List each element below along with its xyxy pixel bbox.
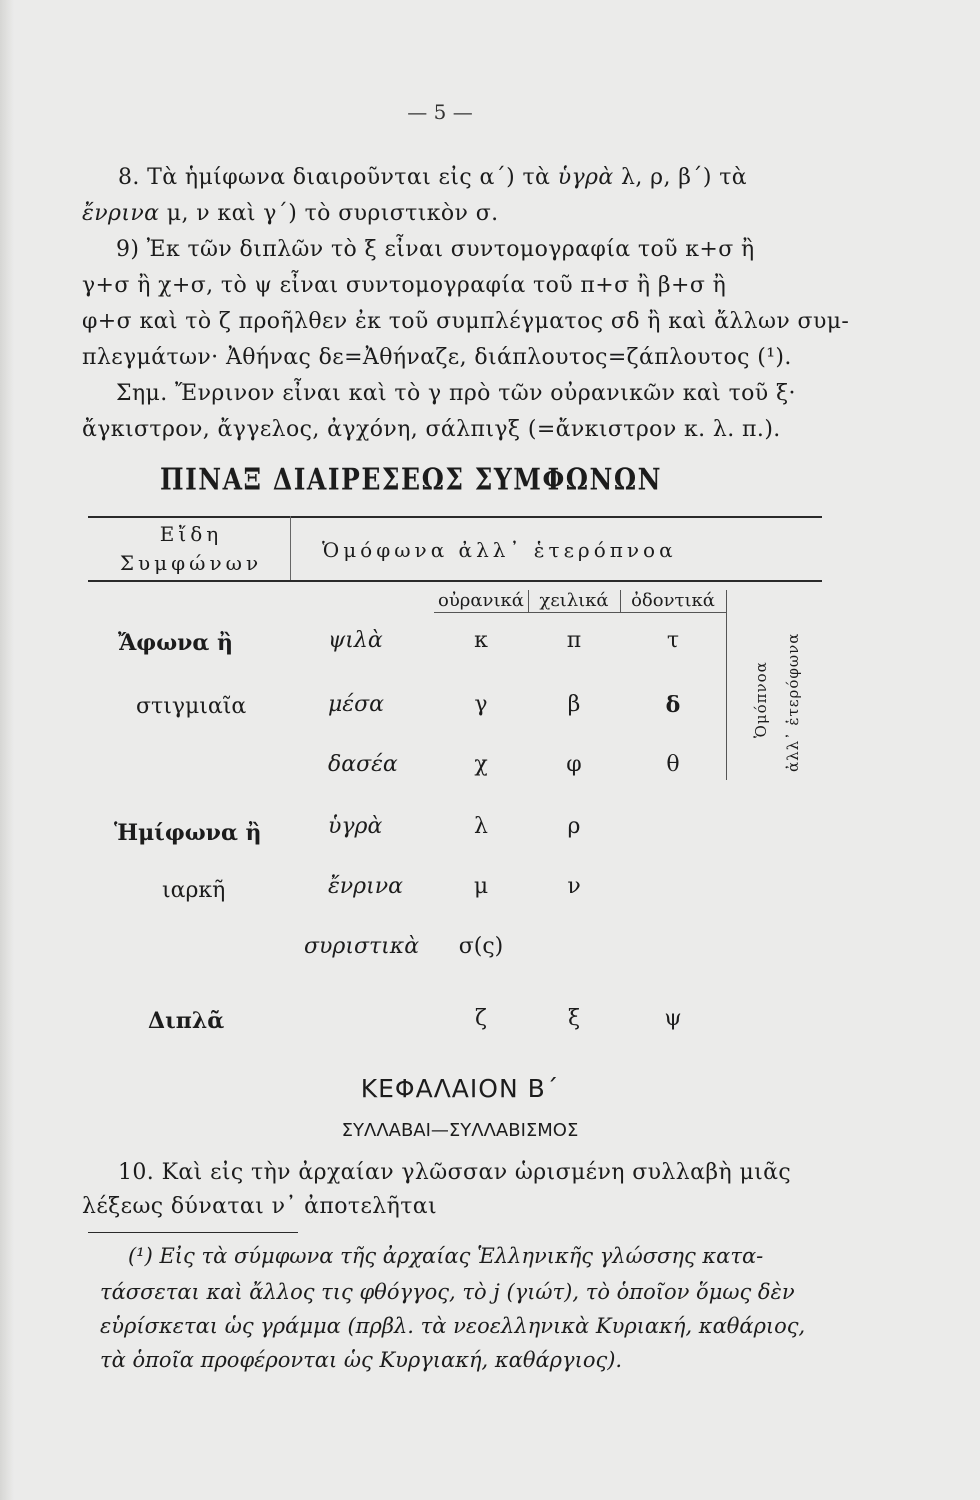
table-cell: τ <box>666 628 680 653</box>
paragraph-8-emphasis: ἔνρινα <box>82 201 160 226</box>
subheader-cheilika: χειλικά <box>539 590 609 611</box>
subheader-ouranika: οὐρανικά <box>438 590 524 611</box>
group-label-dipla: Διπλᾶ <box>148 1008 225 1034</box>
table-cell: φ <box>566 752 582 777</box>
vertical-label-line-2: ἀλλ᾽ ἑτερόφωνα <box>784 632 802 772</box>
paragraph-9-line-1: 9) Ἐκ τῶν διπλῶν τὸ ξ εἶναι συντομογραφία τοῦ κ+σ ἢ <box>116 237 755 262</box>
header-main: Ὁμόφωνα ἀλλ᾽ ἑτερόπνοα <box>322 538 677 562</box>
row-type-enrina: ἔνρινα <box>328 874 403 899</box>
paragraph-8-line-1 <box>118 165 747 190</box>
table-cell: κ <box>474 628 488 653</box>
table-cell: β <box>567 692 581 717</box>
table-cell: ζ <box>475 1006 487 1031</box>
chapter-subtitle: ΣΥΛΛΑΒΑΙ—ΣΥΛΛΑΒΙΣΜΟΣ <box>341 1120 579 1141</box>
footnote-line-3: εὑρίσκεται ὡς γράμμα (πρβλ. τὰ νεοελληνικὰ Κυριακή, καθάριος, <box>100 1314 806 1338</box>
footnote-line-1: (¹) Εἰς τὰ σύμφωνα τῆς ἀρχαίας Ἑλληνικῆς γλώσσης κατα- <box>128 1244 764 1268</box>
subheader-rule <box>434 612 726 613</box>
footnote-line-2: τάσσεται καὶ ἄλλος τις φθόγγος, τὸ j (γιώτ), τὸ ὁποῖον ὅμως δὲν <box>100 1280 795 1304</box>
table-header-rule <box>88 580 822 582</box>
paragraph-9-line-3: φ+σ καὶ τὸ ζ προῆλθεν ἐκ τοῦ συμπλέγματος σδ ἢ καὶ ἄλλων συμ- <box>82 309 850 334</box>
subheader-odontika: ὀδοντικά <box>631 590 715 611</box>
paragraph-9-line-4: πλεγμάτων· Ἀθήνας δε=Ἀθήναζε, διάπλουτος=ζάπλουτος (¹). <box>82 345 792 370</box>
paragraph-8-text: μ, ν καὶ γ΄) τὸ συριστικὸν σ. <box>166 201 499 226</box>
vertical-column-rule <box>726 590 727 780</box>
table-cell: π <box>566 628 582 653</box>
note-line-1: Σημ. Ἔνρινον εἶναι καὶ τὸ γ πρὸ τῶν οὐρανικῶν καὶ τοῦ ξ· <box>116 381 796 406</box>
table-cell: λ <box>474 814 488 839</box>
table-cell: θ <box>666 752 680 777</box>
paragraph-8-text: 8. Τὰ ἡμίφωνα διαιροῦνται εἰς α΄) τὰ <box>118 165 551 190</box>
group-label-diarki: ιαρκῆ <box>162 878 226 903</box>
header-divider <box>290 516 291 580</box>
table-cell: μ <box>473 874 489 899</box>
table-cell: ψ <box>664 1006 682 1031</box>
page-number: — 5 — <box>407 100 473 124</box>
table-title: ΠΙΝΑΞ ΔΙΑΙΡΕΣΕΩΣ ΣΥΜΦΩΝΩΝ <box>160 462 662 497</box>
group-label-imifona: Ἡμίφωνα ἢ <box>114 820 262 846</box>
paragraph-8-text: λ, ρ, β΄) τὰ <box>621 165 748 190</box>
row-type-dasea: δασέα <box>328 752 398 777</box>
row-type-syristika: συριστικὰ <box>304 934 420 959</box>
paragraph-10-line-1: 10. Καὶ εἰς τὴν ἀρχαίαν γλῶσσαν ὡρισμένη συλλαβὴ μιᾶς <box>118 1160 792 1185</box>
table-cell: σ(ς) <box>458 934 504 959</box>
table-cell: γ <box>474 692 488 717</box>
vertical-label-line-1: Ὁμόπνοα <box>752 661 770 738</box>
row-type-ygra: ὑγρὰ <box>328 814 383 839</box>
table-cell: ρ <box>567 814 581 839</box>
table-cell: χ <box>474 752 488 777</box>
footnote-rule <box>88 1232 298 1233</box>
table-cell: ξ <box>567 1006 581 1031</box>
group-label-stigmiaia: στιγμιαῖα <box>136 694 247 719</box>
table-cell: δ <box>665 692 681 718</box>
footnote-line-4: τὰ ὁποῖα προφέρονται ὡς Κυργιακή, καθάργιος). <box>100 1348 623 1372</box>
group-label-afona: Ἄφωνα ἢ <box>118 630 233 656</box>
chapter-title: ΚΕΦΑΛΑΙΟΝ Β΄ <box>360 1074 560 1103</box>
table-top-rule <box>88 516 822 518</box>
paragraph-8-line-2 <box>82 201 499 226</box>
paragraph-10-line-2: λέξεως δύναται ν᾽ ἀποτελῆται <box>82 1194 438 1219</box>
note-line-2: ἄγκιστρον, ἄγγελος, ἀγχόνη, σάλπιγξ (=ἄνκιστρον κ. λ. π.). <box>82 417 781 442</box>
header-kinds-line-1: Εἴδη <box>159 522 223 546</box>
paragraph-9-line-2: γ+σ ἢ χ+σ, τὸ ψ εἶναι συντομογραφία τοῦ π+σ ἢ β+σ ἢ <box>82 273 727 298</box>
row-type-mesa: μέσα <box>328 692 384 717</box>
header-kinds-line-2: Συμφώνων <box>119 551 263 575</box>
table-cell: ν <box>567 874 581 899</box>
row-type-psila: ψιλὰ <box>328 628 383 653</box>
paragraph-8-emphasis: ὑγρὰ <box>557 165 614 190</box>
